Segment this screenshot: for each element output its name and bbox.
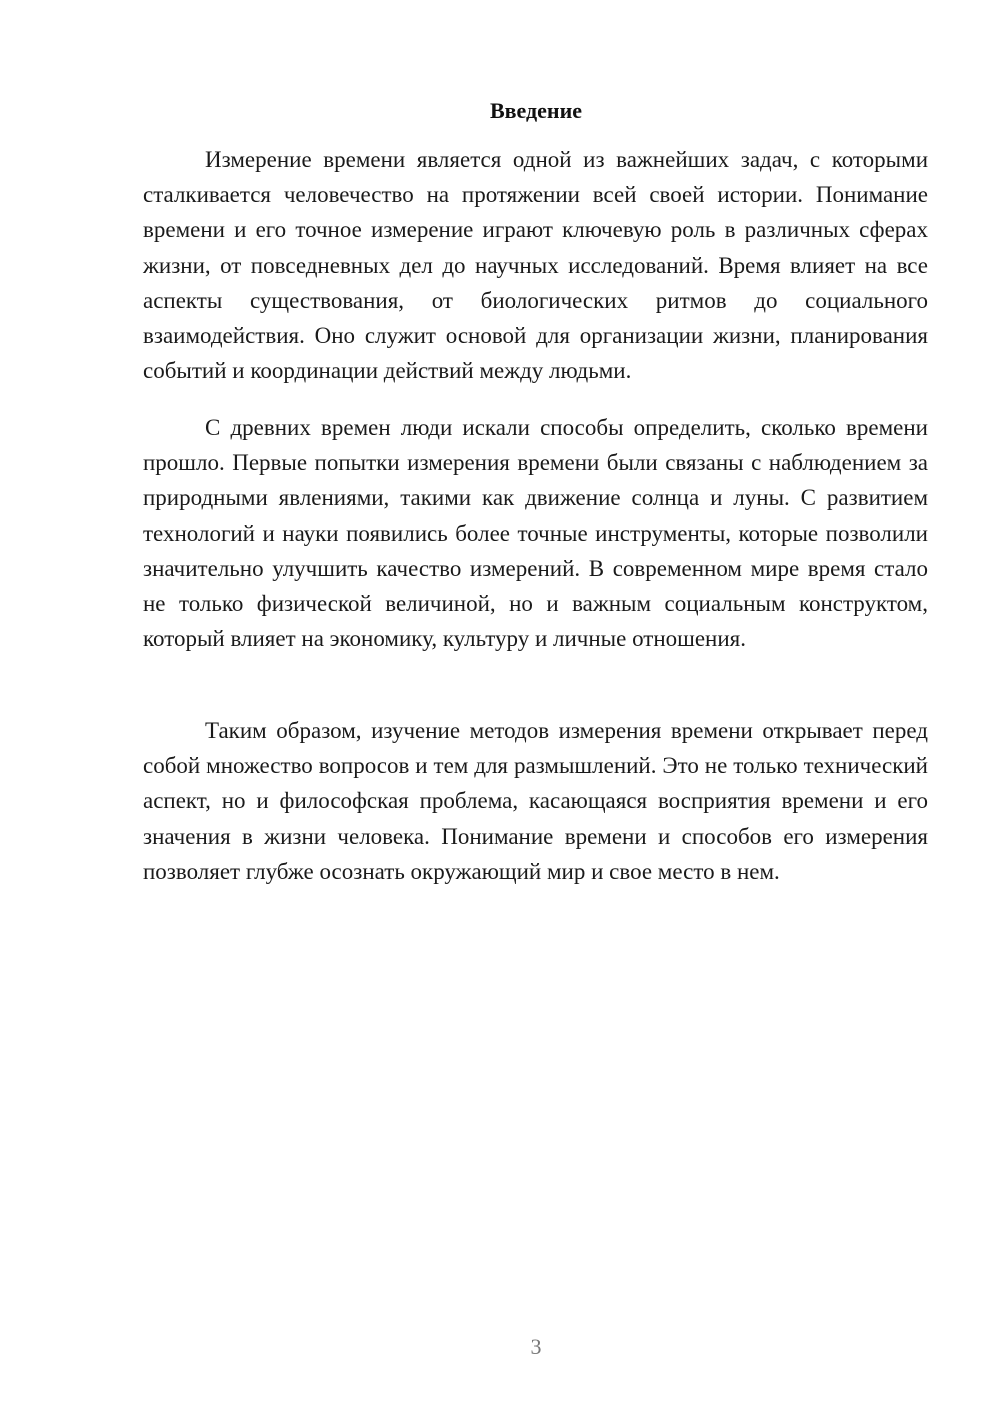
section-title: Введение — [489, 98, 583, 123]
paragraph: Таким образом, изучение методов измерения времени открывает перед собой множество вопросов и тем для размышлений. Это не только технический аспект, но и философская проблема, касающаяся восприятия времени и его значения в жизни человека. Понимание времени и способов его измерения позволяет глубже осознать окружающий мир и свое место в нем. — [143, 718, 928, 884]
paragraph-block-2 — [143, 410, 928, 656]
page-number: 3 — [530, 1334, 542, 1359]
paragraph-block-1 — [143, 142, 928, 388]
paragraph: С древних времен люди искали способы определить, сколько времени прошло. Первые попытки измерения времени были связаны с наблюдением за природными явлениями, такими как движение солнца и луны. С развитием технологий и науки появились более точные инструменты, которые позволили значительно улучшить качество измерений. В современном мире время стало не только физической величиной, но и важным социальным конструктом, который влияет на экономику, культуру и личные отношения. — [143, 415, 928, 652]
paragraph-block-3 — [143, 713, 928, 889]
paragraph: Измерение времени является одной из важнейших задач, с которыми сталкивается человечество на протяжении всей своей истории. Понимание времени и его точное измерение играют ключевую роль в различных сферах жизни, от повседневных дел до научных исследований. Время влияет на все аспекты существования, от биологических ритмов до социального взаимодействия. Оно служит основой для организации жизни, планирования событий и координации действий между людьми. — [143, 147, 928, 384]
